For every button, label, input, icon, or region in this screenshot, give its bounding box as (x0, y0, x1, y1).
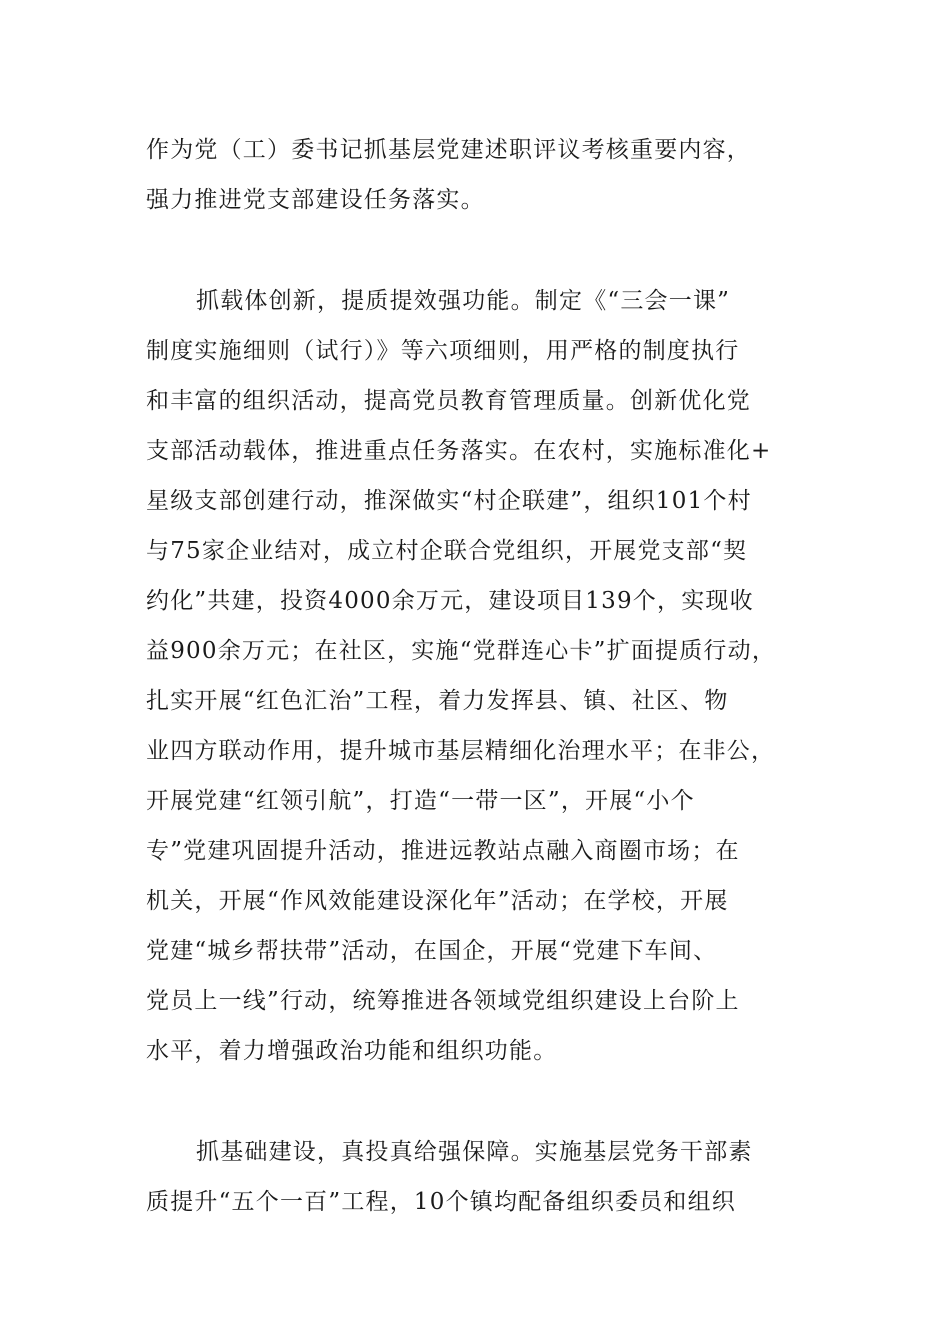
text-line: 水平，着力增强政治功能和组织功能。 (146, 1038, 558, 1064)
text-line: 开展党建“红领引航”，打造“一带一区”，开展“小个 (146, 788, 695, 814)
text-line: 质提升“五个一百”工程，10个镇均配备组织委员和组织 (146, 1189, 736, 1215)
text-line: 和丰富的组织活动，提高党员教育管理质量。创新优化党 (146, 388, 751, 414)
text-line: 机关，开展“作风效能建设深化年”活动；在学校，开展 (146, 888, 729, 914)
text-line: 益900余万元；在社区，实施“党群连心卡”扩面提质行动， (146, 638, 777, 664)
text-line: 星级支部创建行动，推深做实“村企联建”，组织101个村 (146, 488, 752, 514)
paragraph-first-line: 抓基础建设，真投真给强保障。实施基层党务干部素 (196, 1139, 753, 1165)
text-line: 约化”共建，投资4000余万元，建设项目139个，实现收 (146, 588, 754, 614)
text-line: 专”党建巩固提升活动，推进远教站点融入商圈市场；在 (146, 838, 740, 864)
text-line: 作为党（工）委书记抓基层党建述职评议考核重要内容， (146, 137, 751, 163)
text-line: 与75家企业结对，成立村企联合党组织，开展党支部“契 (146, 538, 748, 564)
text-line: 党建“城乡帮扶带”活动，在国企，开展“党建下车间、 (146, 938, 718, 964)
text-line: 业四方联动作用，提升城市基层精细化治理水平；在非公， (146, 738, 776, 764)
text-line: 强力推进党支部建设任务落实。 (146, 187, 485, 213)
text-line: 制度实施细则（试行）》等六项细则，用严格的制度执行 (146, 338, 740, 364)
text-line: 党员上一线”行动，统筹推进各领域党组织建设上台阶上 (146, 988, 740, 1014)
text-line: 扎实开展“红色汇治”工程，着力发挥县、镇、社区、物 (146, 688, 729, 714)
paragraph-first-line: 抓载体创新，提质提效强功能。制定《“三会一课” (196, 288, 731, 314)
text-line: 支部活动载体，推进重点任务落实。在农村，实施标准化+ (146, 438, 772, 464)
